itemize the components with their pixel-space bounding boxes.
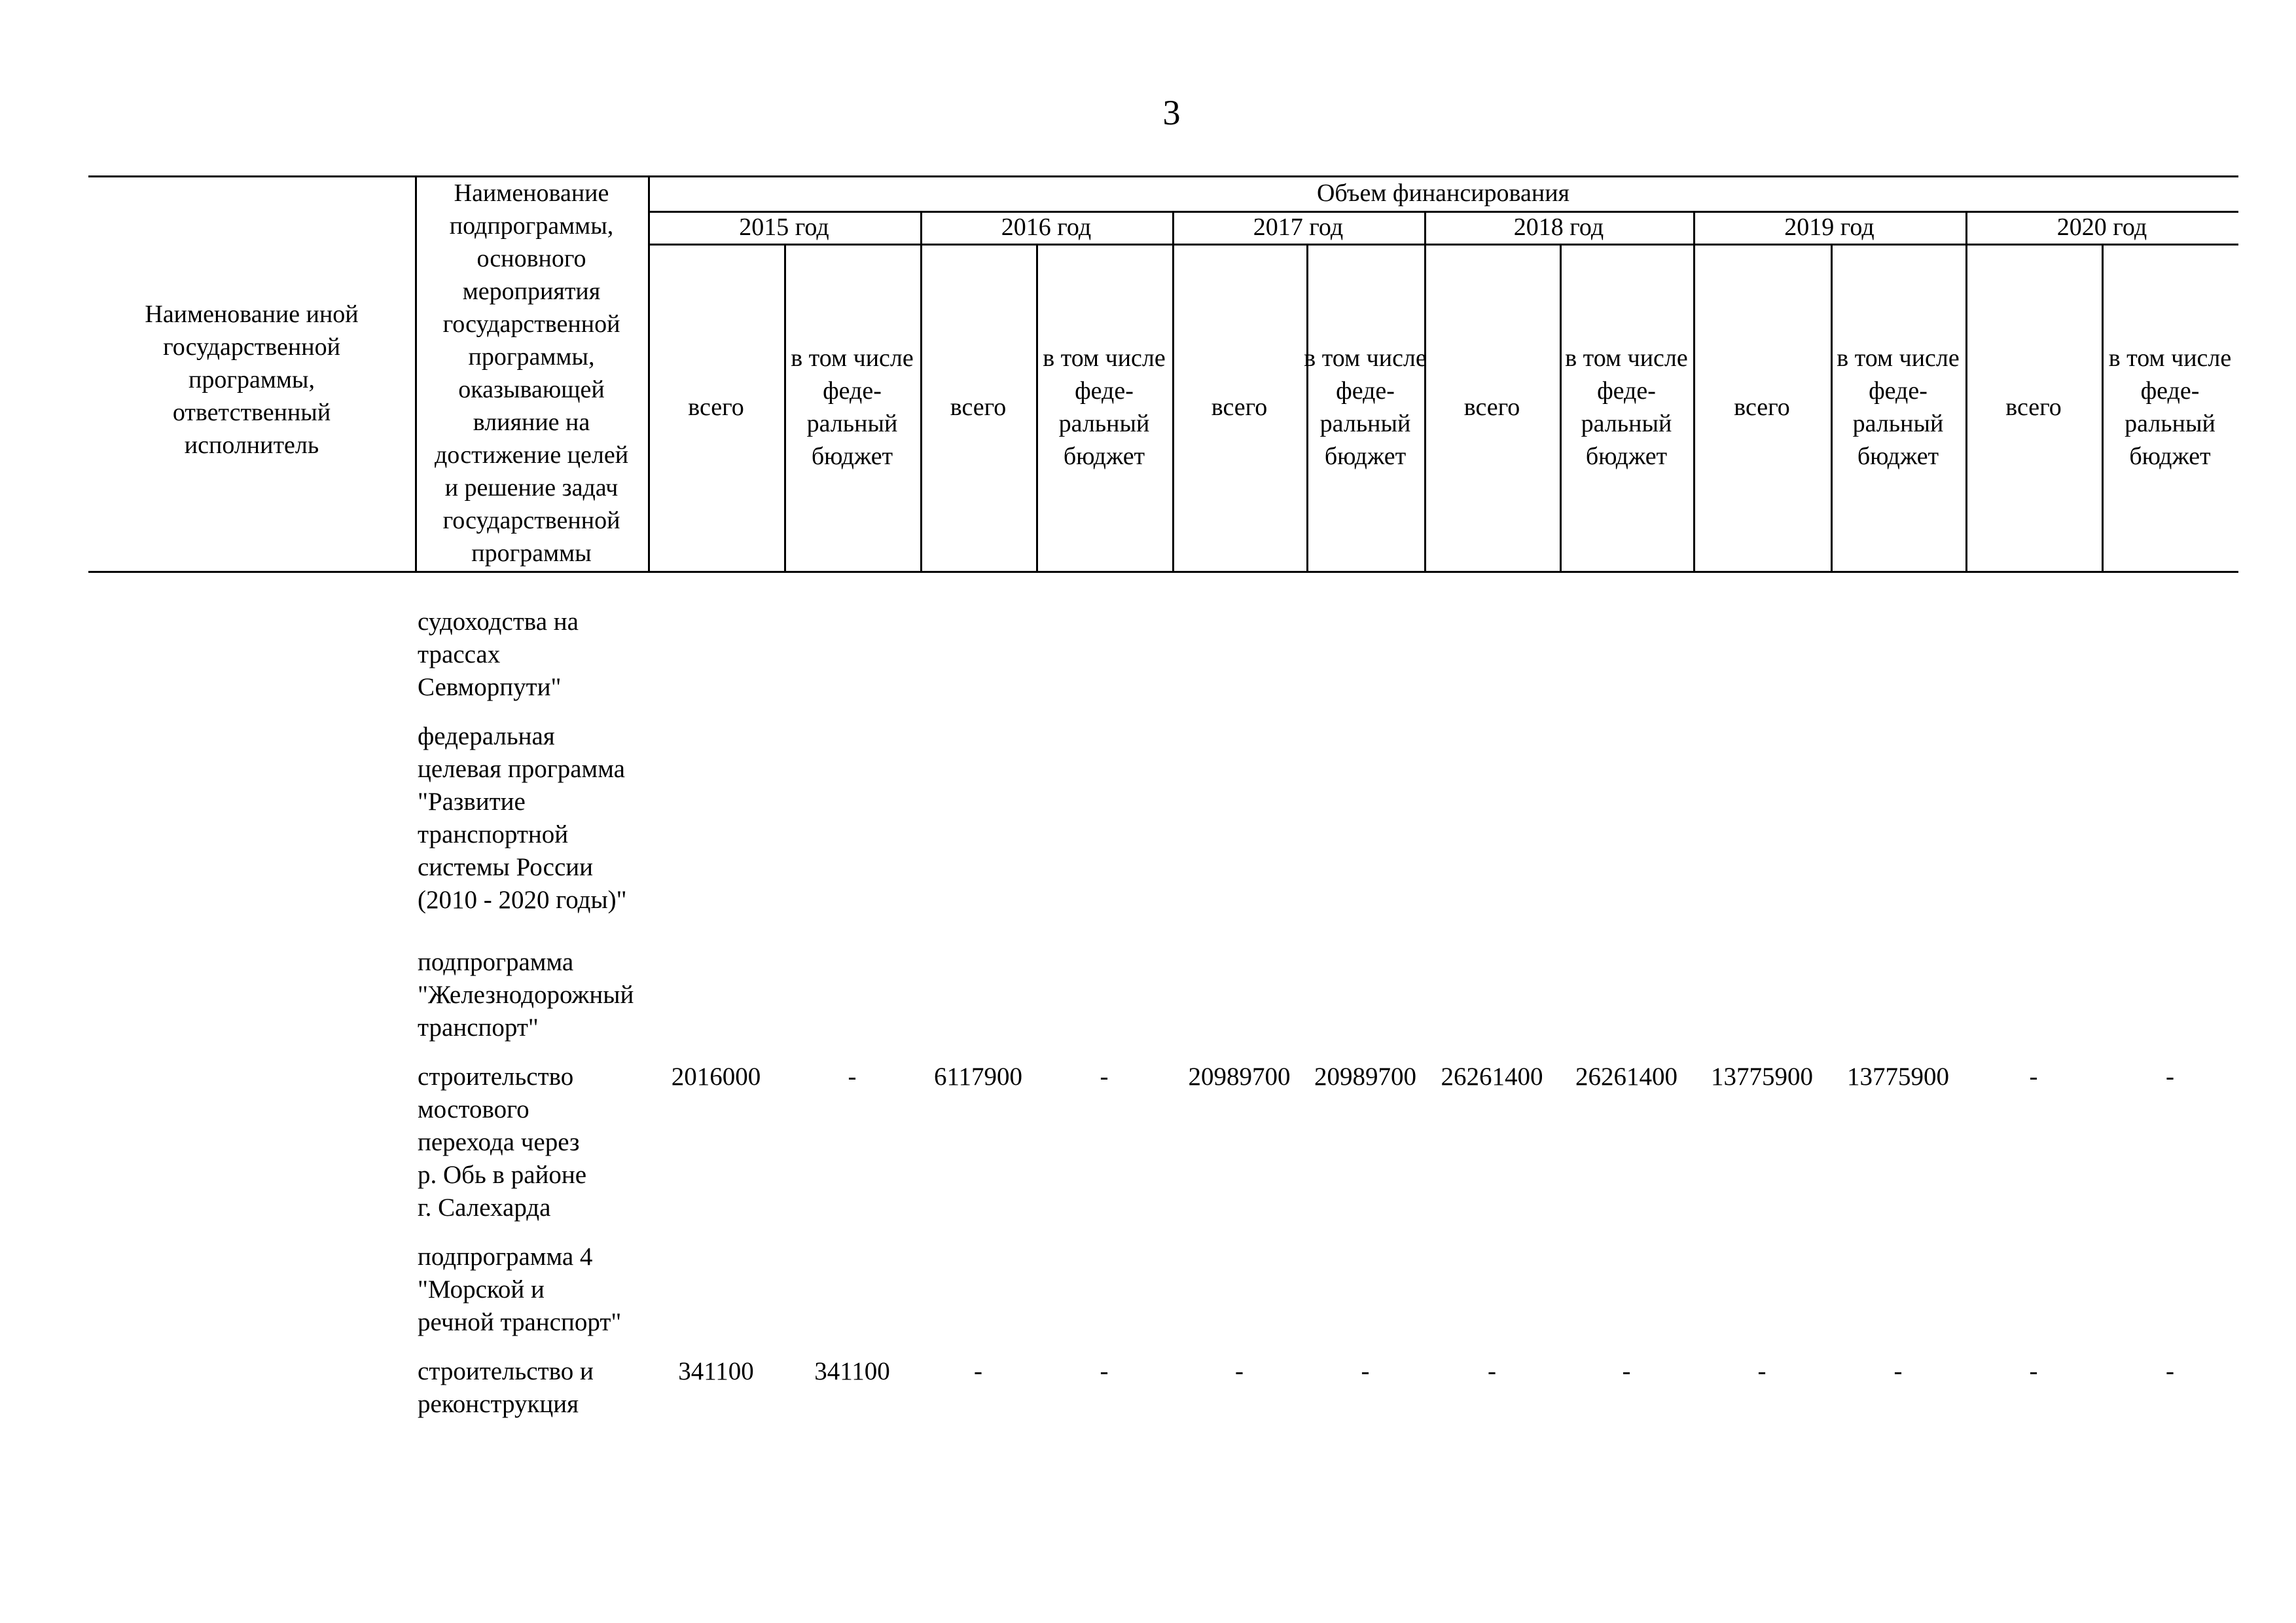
header-total-2 (920, 244, 1036, 571)
row-4-value: 2016000 (671, 1063, 761, 1091)
header-subprogram-name-line: государственной (442, 507, 620, 534)
header-federal-3-text (1304, 342, 1427, 473)
header-subprogram-name-line: программы, (468, 343, 595, 371)
row-4-name: строительство мостового перехода через р. Обь в районе г. Салехарда (418, 1063, 587, 1222)
header-federal-6 (2102, 244, 2238, 571)
header-subprogram-name-line: оказывающей (458, 376, 605, 403)
header-total-1 (648, 244, 784, 571)
header-year-3: 2017 год (1253, 213, 1344, 241)
header-subprogram-name-line: программы (471, 539, 592, 567)
header-total-2-line: всего (950, 393, 1007, 421)
header-subprogram-name-line: подпрограммы, (449, 212, 614, 240)
row-6-value: - (2166, 1357, 2174, 1385)
header-federal-6-text (2109, 342, 2232, 473)
header-total-1-text (688, 391, 744, 424)
header-program-name-line: Наименование иной (145, 301, 359, 328)
row-4-value: 6117900 (933, 1063, 1023, 1091)
header-federal-3 (1304, 244, 1427, 571)
header-federal-1-text (791, 342, 914, 473)
row-6-value: 341100 (814, 1357, 890, 1385)
row-5-name: подпрограмма 4 "Морской и речной транспорт" (418, 1243, 622, 1336)
header-federal-3-line: в том числе (1304, 344, 1427, 372)
row-4-value: 26261400 (1575, 1063, 1677, 1091)
header-subprogram-name-line: достижение целей (434, 441, 629, 469)
header-year-2: 2016 год (1001, 213, 1092, 241)
header-federal-5 (1831, 244, 1965, 571)
header-funding-volume: Объем финансирования (1316, 179, 1570, 207)
header-subprogram-name-line: и решение задач (444, 474, 619, 501)
header-year-4: 2018 год (1513, 213, 1604, 241)
row-6-value: 341100 (678, 1357, 754, 1385)
header-federal-2-line: феде- (1075, 377, 1134, 405)
header-total-5-text (1734, 391, 1790, 424)
row-4-value: - (2166, 1063, 2174, 1091)
header-subprogram-name-line: Наименование (454, 179, 609, 207)
header-total-1-line: всего (688, 393, 744, 421)
header-federal-1 (784, 244, 920, 571)
header-federal-3-line: ральный (1319, 410, 1411, 437)
header-federal-1-line: ральный (806, 410, 898, 437)
header-federal-4-text (1565, 342, 1688, 473)
header-total-6 (1965, 244, 2102, 571)
header-federal-2-line: в том числе (1043, 344, 1166, 372)
row-4-value: 20989700 (1188, 1063, 1291, 1091)
header-total-4-text (1464, 391, 1520, 424)
header-subprogram-name (415, 175, 648, 571)
header-total-5 (1693, 244, 1831, 571)
header-federal-1-line: в том числе (791, 344, 914, 372)
header-federal-5-line: феде- (1869, 377, 1928, 405)
header-year-6: 2020 год (2056, 213, 2147, 241)
header-program-name-line: исполнитель (184, 431, 319, 459)
header-program-name-line: ответственный (172, 399, 331, 426)
header-federal-2-line: ральный (1058, 410, 1150, 437)
row-4-value: - (1100, 1063, 1109, 1091)
header-federal-4 (1560, 244, 1693, 571)
header-year-5: 2019 год (1784, 213, 1874, 241)
row-3-name: подпрограмма "Железнодорожный транспорт" (418, 948, 634, 1042)
header-federal-1-line: феде- (823, 377, 882, 405)
header-federal-2-text (1043, 342, 1166, 473)
header-federal-2-line: бюджет (1063, 443, 1145, 470)
row-1-name: судоходства на трассах Севморпути" (418, 608, 579, 701)
header-program-name-line: государственной (163, 333, 340, 361)
header-subprogram-name-text (435, 177, 628, 570)
row-6-value: - (1488, 1357, 1496, 1385)
header-federal-4-line: бюджет (1585, 443, 1668, 470)
header-total-3-line: всего (1211, 393, 1268, 421)
header-program-name-text (145, 298, 358, 462)
header-federal-5-text (1837, 342, 1960, 473)
header-subprogram-name-line: мероприятия (462, 278, 601, 305)
page-number: 3 (1162, 93, 1181, 132)
header-total-4 (1424, 244, 1560, 571)
header-subprogram-name-line: влияние на (473, 409, 590, 436)
table-header-bottom-border (88, 571, 2238, 573)
header-total-3-text (1211, 391, 1268, 424)
header-federal-3-line: феде- (1336, 377, 1395, 405)
header-federal-5-line: в том числе (1837, 344, 1960, 372)
header-federal-6-line: ральный (2125, 410, 2215, 437)
header-federal-6-line: бюджет (2129, 443, 2211, 470)
row-2-name: федеральная целевая программа "Развитие транспортной системы России (2010 - 2020 годы)" (418, 722, 627, 914)
header-total-4-line: всего (1463, 393, 1520, 421)
header-federal-1-line: бюджет (811, 443, 893, 470)
header-federal-2 (1036, 244, 1172, 571)
row-4-value: - (848, 1063, 857, 1091)
header-total-3 (1172, 244, 1306, 571)
row-6-value: - (974, 1357, 982, 1385)
row-4-value: - (2029, 1063, 2038, 1091)
header-federal-4-line: в том числе (1565, 344, 1688, 372)
row-6-value: - (1361, 1357, 1370, 1385)
header-federal-3-line: бюджет (1324, 443, 1407, 470)
header-program-name (88, 267, 415, 492)
row-6-value: - (2029, 1357, 2038, 1385)
row-6-value: - (1893, 1357, 1903, 1385)
header-federal-6-line: феде- (2140, 377, 2200, 405)
row-4-value: 20989700 (1314, 1063, 1416, 1091)
row-6-value: - (1100, 1357, 1109, 1385)
row-4-value: 13775900 (1847, 1063, 1949, 1091)
header-year-1: 2015 год (739, 213, 829, 241)
header-federal-4-line: феде- (1597, 377, 1656, 405)
row-4-value: 13775900 (1711, 1063, 1813, 1091)
header-subprogram-name-line: основного (476, 245, 586, 272)
row-6-value: - (1235, 1357, 1244, 1385)
row-6-value: - (1622, 1357, 1631, 1385)
header-subprogram-name-line: государственной (442, 310, 620, 338)
row-6-value: - (1757, 1357, 1767, 1385)
header-total-6-line: всего (2005, 393, 2062, 421)
header-federal-5-line: бюджет (1857, 443, 1939, 470)
header-total-2-text (950, 391, 1007, 424)
header-total-6-text (2005, 391, 2062, 424)
header-total-5-line: всего (1734, 393, 1790, 421)
header-program-name-line: программы, (188, 366, 315, 393)
header-federal-6-line: в том числе (2108, 344, 2232, 372)
header-federal-4-line: ральный (1581, 410, 1672, 437)
row-4-value: 26261400 (1441, 1063, 1543, 1091)
row-6-name: строительство и реконструкция (418, 1357, 594, 1418)
header-federal-5-line: ральный (1852, 410, 1944, 437)
